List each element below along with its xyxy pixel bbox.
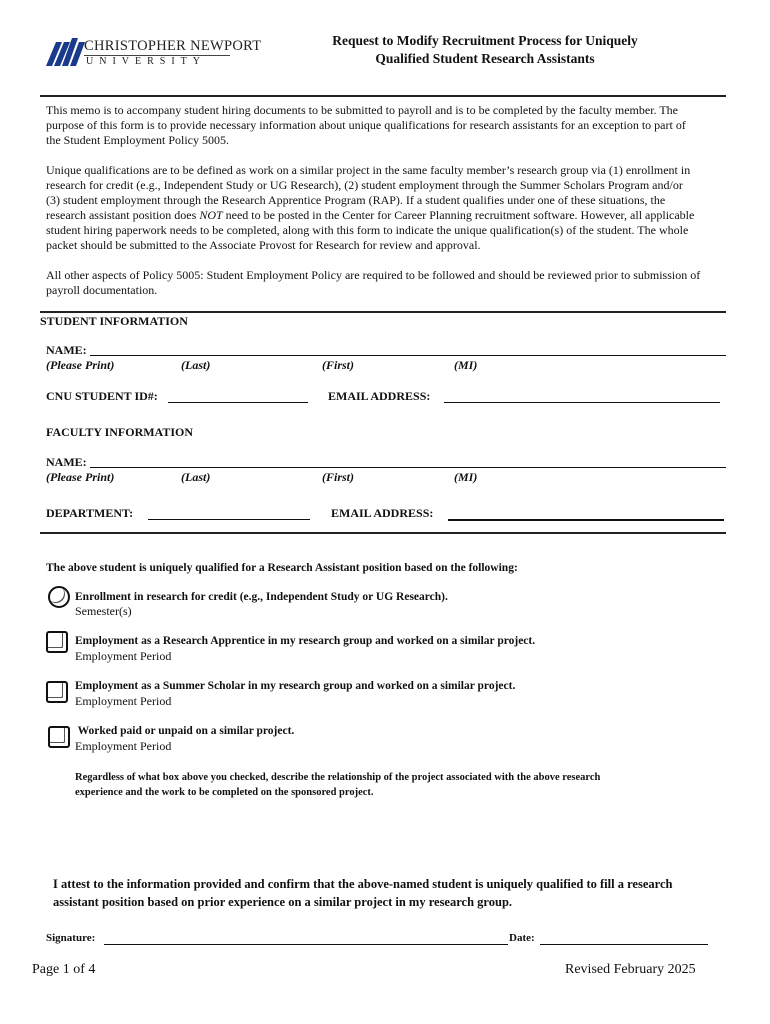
faculty-info-heading: FACULTY INFORMATION [46,425,194,439]
page-number: Page 1 of 4 [32,962,96,977]
student-info-heading: STUDENT INFORMATION [40,314,188,328]
intro-line: packet should be submitted to the Associate Provost for Research for review and approval. [46,238,481,252]
logo-mark-icon [46,36,86,66]
date-label: Date: [509,932,535,944]
faculty-name-field[interactable] [90,467,726,468]
please-print-hint: (Please Print) [46,358,115,372]
student-name-field[interactable] [90,355,726,356]
attest-line1: I attest to the information provided and confirm that the above-named student is uniquely qualified to fill a research [53,877,673,891]
intro-line: Unique qualifications are to be defined as work on a similar project in the same faculty member’s research group via (1) enrollment in [46,163,691,177]
faculty-rule [40,532,726,534]
form-title-line2: Qualified Student Research Assistants [375,51,595,66]
option-sub-similar-project: Employment Period [75,739,172,753]
option-checkbox-apprentice[interactable] [46,631,68,653]
intro-rule [40,311,726,313]
signature-label: Signature: [46,932,96,944]
mi-hint: (MI) [454,358,478,372]
option-label-credit: Enrollment in research for credit (e.g., Independent Study or UG Research). [75,591,448,603]
faculty-name-label: NAME: [46,455,87,469]
option-label-similar-project: Worked paid or unpaid on a similar project. [75,725,295,737]
mi-hint: (MI) [454,470,478,484]
student-id-field[interactable] [168,402,308,403]
relationship-prompt-line1: Regardless of what box above you checked, describe the relationship of the project associated with the above research [75,772,601,783]
relationship-text-area[interactable] [75,803,725,868]
intro-line: This memo is to accompany student hiring documents to be submitted to payroll and is to be completed by the faculty member. The [46,103,678,117]
qualified-heading: The above student is uniquely qualified for a Research Assistant position based on the following: [46,562,518,574]
department-label: DEPARTMENT: [46,506,134,520]
option-sub-apprentice: Employment Period [75,649,172,663]
student-email-label: EMAIL ADDRESS: [328,389,431,403]
form-title-line1: Request to Modify Recruitment Process for Uniquely [332,33,638,48]
intro-line: the Student Employment Policy 5005. [46,133,229,147]
intro-line: All other aspects of Policy 5005: Student Employment Policy are required to be followed and should be reviewed prior to submission of [46,268,701,282]
option-checkbox-similar-project[interactable] [48,726,70,748]
student-id-label: CNU STUDENT ID#: [46,389,158,403]
intro-line: student hiring paperwork needs to be completed, along with this form to indicate the unique qualification(s) of the student. The whole [46,223,689,237]
faculty-email-field[interactable] [448,519,724,521]
intro-line: (3) student employment through the Research Apprentice Program (RAP). If a student qualifies under one of these situations, the [46,193,666,207]
first-hint: (First) [322,358,355,372]
revised-date: Revised February 2025 [565,962,696,977]
intro-line [46,208,746,223]
intro-line: research for credit (e.g., Independent Study or UG Research), (2) student employment through the Summer Scholars Program and/or [46,178,683,192]
date-field[interactable] [540,944,708,945]
header-rule [40,95,726,97]
option-checkbox-summer-scholar[interactable] [46,681,68,703]
intro-fragment: research assistant position does [46,208,200,222]
last-hint: (Last) [181,358,211,372]
option-sub-summer-scholar: Employment Period [75,694,172,708]
logo-subtitle: UNIVERSITY [86,56,206,67]
last-hint: (Last) [181,470,211,484]
not-emphasis: NOT [199,208,223,222]
logo-name: CHRISTOPHER NEWPORT [84,38,262,54]
attest-line2: assistant position based on prior experience on a similar project in my research group. [53,895,513,909]
intro-line: payroll documentation. [46,283,158,297]
option-label-summer-scholar: Employment as a Summer Scholar in my research group and worked on a similar project. [75,680,516,692]
please-print-hint: (Please Print) [46,470,115,484]
intro-line: purpose of this form is to provide necessary information about unique qualifications for research assistants for an exception to part of [46,118,686,132]
faculty-email-label: EMAIL ADDRESS: [331,506,434,520]
option-label-apprentice: Employment as a Research Apprentice in my research group and worked on a similar project. [75,635,536,647]
option-checkbox-credit[interactable] [48,586,70,608]
intro-text [46,103,746,298]
university-logo [46,36,262,68]
option-sub-credit: Semester(s) [75,604,132,618]
student-name-label: NAME: [46,343,87,357]
student-email-field[interactable] [444,402,720,403]
relationship-prompt-line2: experience and the work to be completed on the sponsored project. [75,787,374,798]
first-hint: (First) [322,470,355,484]
department-field[interactable] [148,519,310,520]
intro-fragment: need to be posted in the Center for Career Planning recruitment software. However, all applicable [222,208,695,222]
signature-field[interactable] [104,944,508,945]
